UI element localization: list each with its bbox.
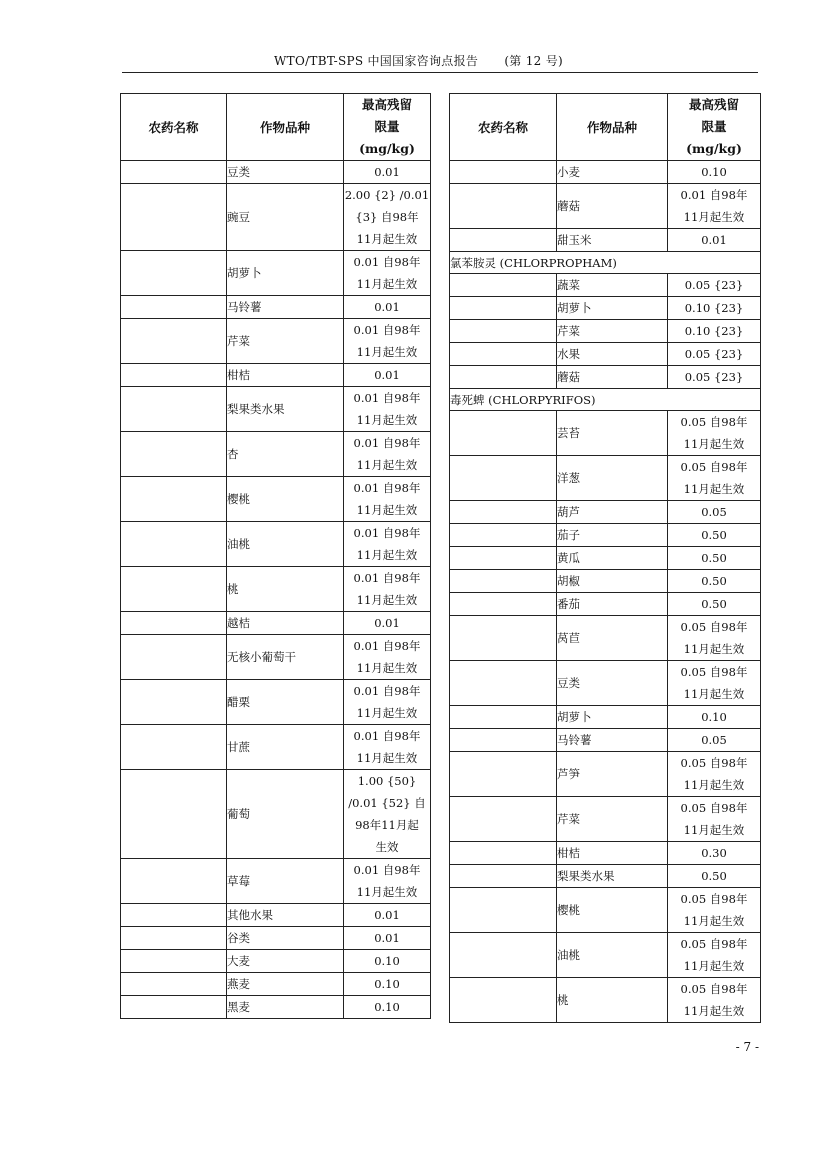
mrl-value-line: 11月起生效: [356, 548, 418, 562]
mrl-value-cell: [668, 616, 761, 661]
mrl-value-line: 0.50: [701, 528, 727, 542]
mrl-value-cell: [668, 229, 761, 252]
crop-cell: 芹菜: [227, 319, 344, 364]
mrl-value-line: 0.05 自98年: [680, 460, 748, 474]
mrl-value-cell: [668, 274, 761, 297]
table-row: [121, 635, 431, 680]
mrl-value-line: 0.10: [374, 1000, 400, 1014]
mrl-value-cell: [668, 593, 761, 616]
pesticide-cell: [450, 933, 557, 978]
mrl-value-line: 0.10: [374, 977, 400, 991]
mrl-value-cell: [344, 319, 431, 364]
table-row: [121, 251, 431, 296]
mrl-value-line: {3} 自98年: [355, 210, 419, 224]
mrl-value-line: 11月起生效: [356, 232, 418, 246]
crop-cell: 豌豆: [227, 184, 344, 251]
crop-cell: 樱桃: [227, 477, 344, 522]
crop-cell: 马铃薯: [227, 296, 344, 319]
crop-cell: 桃: [227, 567, 344, 612]
crop-cell: 茄子: [557, 524, 668, 547]
mrl-value-line: 11月起生效: [356, 277, 418, 291]
pesticide-cell: [450, 752, 557, 797]
mrl-value-line: 11月起生效: [683, 959, 745, 973]
mrl-value-line: 0.01 自98年: [680, 188, 748, 202]
table-row: [450, 501, 761, 524]
mrl-value-line: 11月起生效: [683, 210, 745, 224]
crop-cell: 胡萝卜: [557, 706, 668, 729]
table-row: [450, 616, 761, 661]
mrl-value-cell: [344, 725, 431, 770]
mrl-value-line: 0.01: [374, 908, 400, 922]
pesticide-cell: [121, 635, 227, 680]
crop-cell: 其他水果: [227, 904, 344, 927]
mrl-value-line: 0.05 自98年: [680, 620, 748, 634]
table-row: [450, 366, 761, 389]
mrl-value-cell: [344, 477, 431, 522]
mrl-value-cell: [668, 297, 761, 320]
mrl-value-cell: [668, 343, 761, 366]
pesticide-cell: [121, 904, 227, 927]
crop-cell: 番茄: [557, 593, 668, 616]
table-row: [121, 296, 431, 319]
crop-cell: 柑桔: [227, 364, 344, 387]
table-row: [121, 950, 431, 973]
mrl-value-line: 0.05 自98年: [680, 665, 748, 679]
mrl-value-line: 0.01 自98年: [353, 255, 421, 269]
table-row: [121, 770, 431, 859]
mrl-value-line: 0.05: [701, 733, 727, 747]
mrl-value-cell: [668, 661, 761, 706]
mrl-value-cell: [344, 973, 431, 996]
pesticide-cell: [450, 888, 557, 933]
table-row: [450, 411, 761, 456]
mrl-value-cell: [668, 570, 761, 593]
pesticide-cell: [121, 296, 227, 319]
pesticide-name-header: 农药名称: [450, 94, 557, 161]
mrl-value-cell: [668, 547, 761, 570]
table-row: [121, 859, 431, 904]
pesticide-cell: [450, 456, 557, 501]
crop-cell: 蘑菇: [557, 366, 668, 389]
mrl-value-line: 0.10 {23}: [684, 324, 744, 338]
mrl-value-line: 11月起生效: [356, 885, 418, 899]
crop-cell: 葡萄: [227, 770, 344, 859]
crop-cell: 蘑菇: [557, 184, 668, 229]
mrl-value-line: 0.50: [701, 574, 727, 588]
crop-cell: 胡萝卜: [557, 297, 668, 320]
crop-cell: 水果: [557, 343, 668, 366]
mrl-value-line: 0.01: [374, 300, 400, 314]
mrl-value-cell: [344, 612, 431, 635]
left-mrl-table: [120, 93, 431, 1019]
pesticide-cell: [121, 522, 227, 567]
pesticide-cell: [450, 161, 557, 184]
pesticide-cell: [121, 973, 227, 996]
mrl-value-cell: [668, 729, 761, 752]
table-row: [450, 320, 761, 343]
mrl-value-line: 11月起生效: [683, 914, 745, 928]
crop-cell: 洋葱: [557, 456, 668, 501]
mrl-value-cell: [668, 184, 761, 229]
pesticide-cell: [450, 797, 557, 842]
table-row: [450, 978, 761, 1023]
crop-header: 作物品种: [227, 94, 344, 161]
mrl-value-cell: [344, 296, 431, 319]
mrl-value-line: 98年11月起: [355, 818, 419, 832]
crop-cell: 柑桔: [557, 842, 668, 865]
mrl-value-cell: [344, 161, 431, 184]
mrl-value-cell: [668, 797, 761, 842]
pesticide-name-header: 农药名称: [121, 94, 227, 161]
mrl-value-cell: [344, 680, 431, 725]
table-row: [450, 570, 761, 593]
crop-cell: 梨果类水果: [227, 387, 344, 432]
mrl-value-line: 0.01: [374, 165, 400, 179]
pesticide-cell: [450, 865, 557, 888]
table-row: [450, 865, 761, 888]
crop-cell: 甜玉米: [557, 229, 668, 252]
mrl-value-line: 11月起生效: [683, 823, 745, 837]
mrl-value-cell: [668, 933, 761, 978]
pesticide-section-title: 氯苯胺灵 (CHLORPROPHAM): [450, 252, 761, 274]
mrl-value-cell: [668, 842, 761, 865]
mrl-value-line: 0.05 自98年: [680, 937, 748, 951]
issue-number: (第 12 号): [504, 54, 563, 68]
page-header: [0, 52, 837, 69]
mrl-value-line: 0.05 自98年: [680, 756, 748, 770]
table-row: [450, 933, 761, 978]
crop-cell: 大麦: [227, 950, 344, 973]
mrl-value-line: 11月起生效: [683, 1004, 745, 1018]
table-row: [121, 725, 431, 770]
pesticide-cell: [121, 477, 227, 522]
mrl-value-line: 0.05 自98年: [680, 801, 748, 815]
mrl-value-line: 0.50: [701, 869, 727, 883]
mrl-value-line: 0.01 自98年: [353, 391, 421, 405]
crop-cell: 胡椒: [557, 570, 668, 593]
crop-cell: 黄瓜: [557, 547, 668, 570]
crop-cell: 草莓: [227, 859, 344, 904]
pesticide-cell: [121, 770, 227, 859]
crop-cell: 小麦: [557, 161, 668, 184]
mrl-value-line: 11月起生效: [356, 345, 418, 359]
mrl-value-line: 0.01: [374, 616, 400, 630]
crop-cell: 芹菜: [557, 797, 668, 842]
table-row: [121, 904, 431, 927]
mrl-value-cell: [344, 635, 431, 680]
mrl-value-line: 2.00 {2} /0.01: [344, 188, 430, 202]
table-row: [121, 927, 431, 950]
pesticide-cell: [121, 567, 227, 612]
pesticide-cell: [121, 927, 227, 950]
pesticide-cell: [450, 842, 557, 865]
mrl-value-cell: [668, 706, 761, 729]
mrl-value-cell: [344, 522, 431, 567]
crop-cell: 谷类: [227, 927, 344, 950]
mrl-value-line: 11月起生效: [683, 437, 745, 451]
pesticide-cell: [121, 251, 227, 296]
table-row: [121, 161, 431, 184]
pesticide-cell: [121, 432, 227, 477]
pesticide-cell: [450, 320, 557, 343]
mrl-value-line: 11月起生效: [683, 687, 745, 701]
table-row: [450, 274, 761, 297]
mrl-value-cell: [668, 320, 761, 343]
crop-cell: 甘蔗: [227, 725, 344, 770]
pesticide-section-title: 毒死蜱 (CHLORPYRIFOS): [450, 389, 761, 411]
pesticide-cell: [450, 411, 557, 456]
table-row: [450, 524, 761, 547]
mrl-value-line: 11月起生效: [356, 661, 418, 675]
mrl-value-line: 0.05 自98年: [680, 415, 748, 429]
mrl-value-line: 0.10: [701, 165, 727, 179]
mrl-value-cell: [344, 996, 431, 1019]
pesticide-cell: [450, 229, 557, 252]
pesticide-cell: [450, 593, 557, 616]
mrl-value-cell: [344, 251, 431, 296]
crop-cell: 桃: [557, 978, 668, 1023]
mrl-value-cell: [668, 366, 761, 389]
mrl-value-cell: [668, 888, 761, 933]
mrl-value-line: 11月起生效: [683, 642, 745, 656]
crop-cell: 芹菜: [557, 320, 668, 343]
pesticide-cell: [450, 570, 557, 593]
mrl-value-line: /0.01 {52} 自: [348, 796, 426, 810]
mrl-header: 最高残留 限量 (mg/kg): [668, 94, 761, 161]
table-row: [121, 477, 431, 522]
pesticide-cell: [450, 184, 557, 229]
pesticide-cell: [450, 501, 557, 524]
pesticide-cell: [121, 680, 227, 725]
mrl-value-line: 0.01: [701, 233, 727, 247]
pesticide-cell: [121, 612, 227, 635]
table-header-row: [121, 94, 431, 161]
pesticide-cell: [450, 661, 557, 706]
pesticide-cell: [121, 364, 227, 387]
crop-cell: 芦笋: [557, 752, 668, 797]
table-row: [450, 184, 761, 229]
pesticide-cell: [121, 859, 227, 904]
table-row: [450, 888, 761, 933]
mrl-value-line: 0.50: [701, 551, 727, 565]
mrl-value-cell: [668, 524, 761, 547]
pesticide-cell: [450, 706, 557, 729]
table-row: [450, 229, 761, 252]
crop-cell: 越桔: [227, 612, 344, 635]
pesticide-cell: [450, 729, 557, 752]
mrl-value-cell: [668, 456, 761, 501]
crop-cell: 梨果类水果: [557, 865, 668, 888]
mrl-value-line: 1.00 {50}: [357, 774, 417, 788]
mrl-value-line: 11月起生效: [683, 778, 745, 792]
mrl-value-line: 11月起生效: [356, 458, 418, 472]
table-row: [450, 706, 761, 729]
mrl-value-line: 0.01 自98年: [353, 526, 421, 540]
table-row: [121, 184, 431, 251]
table-row: [121, 522, 431, 567]
pesticide-cell: [121, 950, 227, 973]
pesticide-cell: [121, 319, 227, 364]
mrl-value-line: 0.01 自98年: [353, 863, 421, 877]
mrl-value-cell: [668, 978, 761, 1023]
mrl-value-line: 0.10: [701, 710, 727, 724]
pesticide-cell: [450, 343, 557, 366]
pesticide-cell: [450, 547, 557, 570]
mrl-value-line: 11月起生效: [356, 751, 418, 765]
report-title: WTO/TBT-SPS 中国国家咨询点报告: [274, 54, 479, 68]
mrl-value-cell: [344, 387, 431, 432]
mrl-value-line: 0.10: [374, 954, 400, 968]
pesticide-cell: [450, 524, 557, 547]
pesticide-cell: [450, 297, 557, 320]
right-mrl-table: [449, 93, 761, 1023]
crop-cell: 醋栗: [227, 680, 344, 725]
mrl-value-line: 0.10 {23}: [684, 301, 744, 315]
crop-cell: 油桃: [227, 522, 344, 567]
mrl-value-line: 0.01 自98年: [353, 729, 421, 743]
mrl-value-line: 0.01 自98年: [353, 481, 421, 495]
mrl-value-line: 11月起生效: [356, 593, 418, 607]
mrl-value-line: 11月起生效: [356, 503, 418, 517]
table-row: [450, 797, 761, 842]
table-row: [121, 612, 431, 635]
crop-cell: 葫芦: [557, 501, 668, 524]
crop-cell: 燕麦: [227, 973, 344, 996]
mrl-value-cell: [344, 567, 431, 612]
pesticide-cell: [121, 996, 227, 1019]
section-row: [450, 389, 761, 411]
crop-cell: 豆类: [227, 161, 344, 184]
table-row: [450, 297, 761, 320]
crop-cell: 无核小葡萄干: [227, 635, 344, 680]
table-row: [121, 567, 431, 612]
mrl-value-cell: [344, 927, 431, 950]
mrl-value-line: 0.01 自98年: [353, 639, 421, 653]
mrl-value-cell: [344, 904, 431, 927]
mrl-value-cell: [668, 411, 761, 456]
pesticide-cell: [450, 274, 557, 297]
mrl-header: 最高残留 限量 (mg/kg): [344, 94, 431, 161]
crop-cell: 黑麦: [227, 996, 344, 1019]
mrl-value-line: 11月起生效: [356, 706, 418, 720]
table-row: [121, 364, 431, 387]
table-row: [450, 456, 761, 501]
crop-cell: 豆类: [557, 661, 668, 706]
table-row: [121, 387, 431, 432]
crop-cell: 油桃: [557, 933, 668, 978]
pesticide-cell: [121, 184, 227, 251]
mrl-value-line: 0.30: [701, 846, 727, 860]
crop-cell: 莴苣: [557, 616, 668, 661]
table-row: [121, 996, 431, 1019]
mrl-value-line: 11月起生效: [683, 482, 745, 496]
table-row: [450, 593, 761, 616]
mrl-value-line: 0.01: [374, 931, 400, 945]
mrl-value-cell: [668, 161, 761, 184]
mrl-value-line: 0.01 自98年: [353, 436, 421, 450]
mrl-value-cell: [344, 184, 431, 251]
table-row: [121, 319, 431, 364]
mrl-value-line: 0.01 自98年: [353, 323, 421, 337]
page-number: - 7 -: [735, 1040, 759, 1054]
pesticide-cell: [121, 387, 227, 432]
mrl-value-cell: [344, 950, 431, 973]
table-row: [450, 842, 761, 865]
mrl-value-line: 生效: [375, 840, 399, 854]
mrl-value-line: 0.05 自98年: [680, 982, 748, 996]
mrl-value-cell: [668, 865, 761, 888]
table-row: [450, 547, 761, 570]
mrl-value-line: 0.05 {23}: [684, 347, 744, 361]
table-row: [450, 161, 761, 184]
table-row: [121, 973, 431, 996]
table-header-row: [450, 94, 761, 161]
header-rule: [122, 72, 758, 73]
section-row: [450, 252, 761, 274]
pesticide-cell: [121, 161, 227, 184]
pesticide-cell: [121, 725, 227, 770]
mrl-value-cell: [344, 859, 431, 904]
table-row: [450, 752, 761, 797]
mrl-value-cell: [668, 752, 761, 797]
pesticide-cell: [450, 366, 557, 389]
mrl-value-line: 0.01 自98年: [353, 571, 421, 585]
crop-cell: 杏: [227, 432, 344, 477]
mrl-value-line: 11月起生效: [356, 413, 418, 427]
crop-cell: 胡萝卜: [227, 251, 344, 296]
mrl-value-cell: [344, 770, 431, 859]
table-row: [450, 729, 761, 752]
mrl-value-line: 0.05 自98年: [680, 892, 748, 906]
crop-cell: 樱桃: [557, 888, 668, 933]
pesticide-cell: [450, 616, 557, 661]
mrl-value-line: 0.01 自98年: [353, 684, 421, 698]
mrl-value-line: 0.05: [701, 505, 727, 519]
mrl-value-cell: [668, 501, 761, 524]
crop-header: 作物品种: [557, 94, 668, 161]
mrl-value-line: 0.05 {23}: [684, 370, 744, 384]
table-row: [450, 343, 761, 366]
mrl-value-line: 0.01: [374, 368, 400, 382]
pesticide-cell: [450, 978, 557, 1023]
crop-cell: 蔬菜: [557, 274, 668, 297]
crop-cell: 芸苔: [557, 411, 668, 456]
mrl-value-line: 0.50: [701, 597, 727, 611]
table-row: [121, 432, 431, 477]
mrl-value-cell: [344, 364, 431, 387]
mrl-value-cell: [344, 432, 431, 477]
table-row: [121, 680, 431, 725]
crop-cell: 马铃薯: [557, 729, 668, 752]
mrl-value-line: 0.05 {23}: [684, 278, 744, 292]
table-row: [450, 661, 761, 706]
